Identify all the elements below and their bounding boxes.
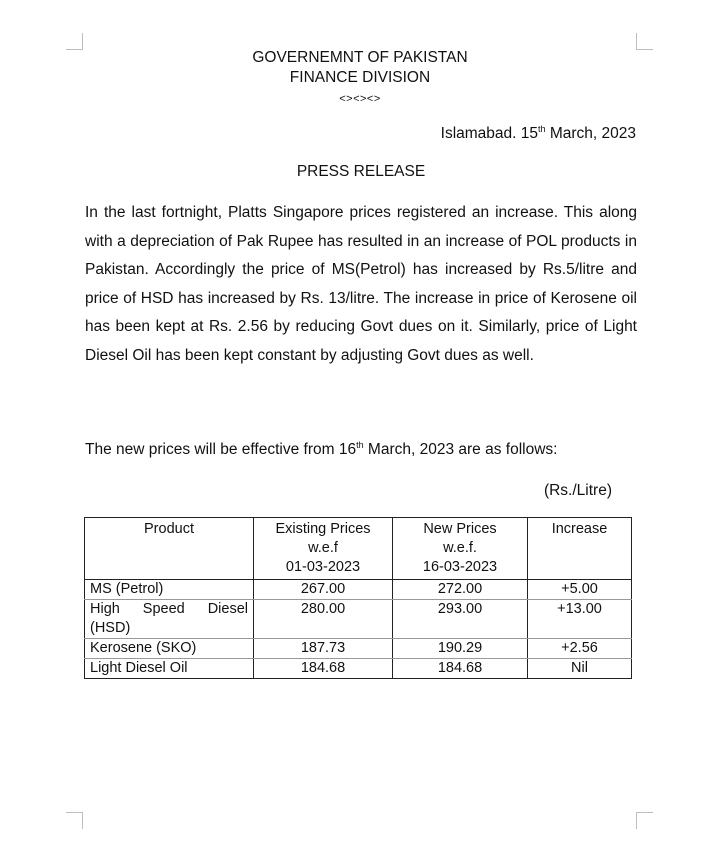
effective-date-line <box>85 441 557 459</box>
page-corner-mark-top-left <box>66 33 83 50</box>
cell-new-price: 272.00 <box>393 580 528 600</box>
dateline-place: Islamabad. 15 <box>440 125 539 142</box>
cell-new-price: 293.00 <box>393 600 528 639</box>
dateline-suffix: th <box>538 124 546 134</box>
page-corner-mark-top-right <box>636 33 653 50</box>
cell-product: High Speed Diesel (HSD) <box>85 600 254 639</box>
cell-existing-price: 184.68 <box>254 659 393 679</box>
effective-before: The new prices will be effective from 16 <box>85 441 357 458</box>
dateline-rest: March, 2023 <box>545 125 636 142</box>
table-row <box>85 580 632 600</box>
header-existing-prices: Existing Prices w.e.f 01-03-2023 <box>254 518 393 580</box>
header-division: FINANCE DIVISION <box>289 69 431 86</box>
header-product: Product <box>85 518 254 580</box>
cell-increase: +13.00 <box>528 600 632 639</box>
dateline <box>441 125 636 143</box>
table-header-row <box>85 518 632 580</box>
cell-product: Kerosene (SKO) <box>85 639 254 659</box>
header-new-prices: New Prices w.e.f. 16-03-2023 <box>393 518 528 580</box>
press-release-title: PRESS RELEASE <box>296 163 426 180</box>
cell-product: Light Diesel Oil <box>85 659 254 679</box>
table-row <box>85 639 632 659</box>
price-table <box>84 517 632 679</box>
cell-increase: +2.56 <box>528 639 632 659</box>
page-corner-mark-bottom-right <box>636 812 653 829</box>
cell-increase: Nil <box>528 659 632 679</box>
cell-existing-price: 187.73 <box>254 639 393 659</box>
cell-new-price: 184.68 <box>393 659 528 679</box>
header-government: GOVERNEMNT OF PAKISTAN <box>252 49 468 66</box>
header-increase: Increase <box>528 518 632 580</box>
header-separator: <><><> <box>339 93 381 105</box>
effective-after: March, 2023 are as follows: <box>363 441 558 458</box>
table-row <box>85 659 632 679</box>
body-paragraph: In the last fortnight, Platts Singapore prices registered an increase. This along with a depreciation of Pak Rupee has resulted in an increase of POL products in Pakistan. Accordingly the price of MS(Petrol) has increased by Rs.5/litre and price of HSD has increased by Rs. 13/litre. The increase in price of Kerosene oil has been kept at Rs. 2.56 by reducing Govt dues on it. Similarly, price of Light Diesel Oil has been kept constant by adjusting Govt dues as well. <box>85 204 637 364</box>
unit-label: (Rs./Litre) <box>543 482 612 499</box>
cell-product: MS (Petrol) <box>85 580 254 600</box>
page-corner-mark-bottom-left <box>66 812 83 829</box>
cell-existing-price: 280.00 <box>254 600 393 639</box>
effective-suffix: th <box>356 440 364 450</box>
table-row <box>85 600 632 639</box>
cell-increase: +5.00 <box>528 580 632 600</box>
cell-new-price: 190.29 <box>393 639 528 659</box>
cell-existing-price: 267.00 <box>254 580 393 600</box>
